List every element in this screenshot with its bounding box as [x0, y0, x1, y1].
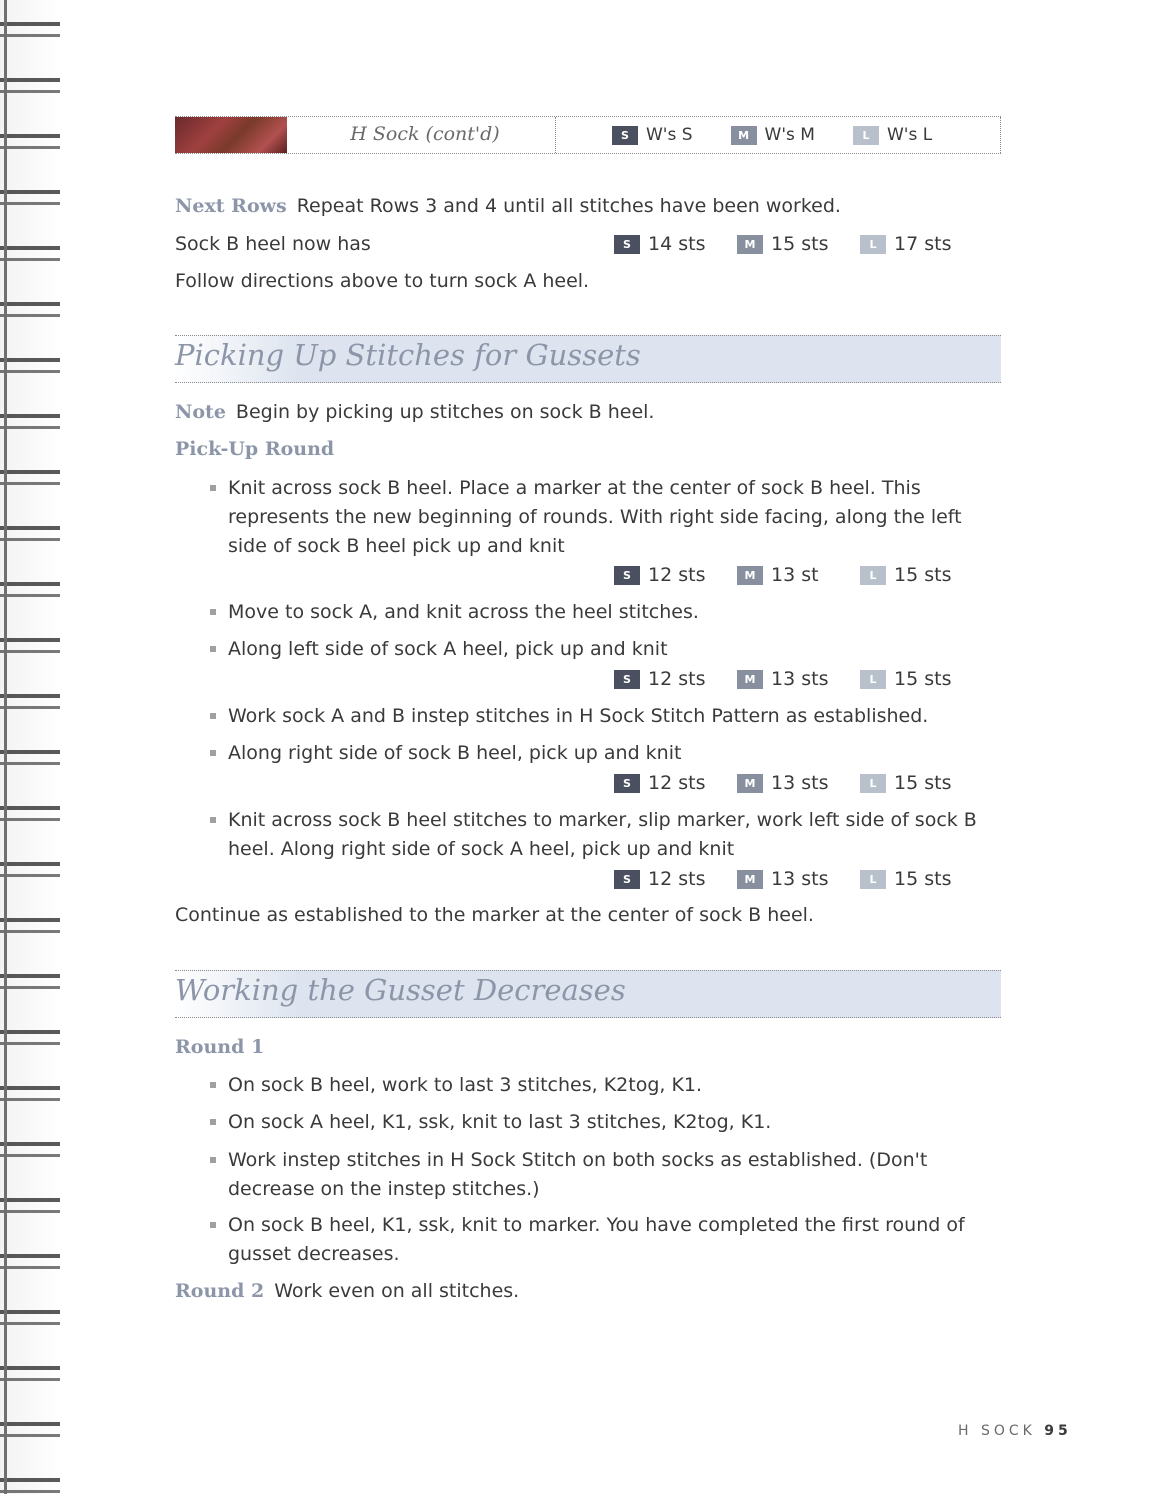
page-footer [958, 1423, 1072, 1439]
count-m [737, 233, 860, 255]
size-label-s: W's S [646, 125, 693, 145]
round1-label: Round 1 [175, 1036, 265, 1058]
round2-line [175, 1280, 519, 1302]
heel-count-text: Sock B heel now has [175, 233, 371, 255]
list-item-text: On sock B heel, work to last 3 stitches, K2tog, K1. [228, 1074, 703, 1096]
list-item-text: Along left side of sock A heel, pick up and knit [228, 638, 668, 660]
page-number: 95 [1044, 1423, 1072, 1439]
badge-l: L [860, 670, 886, 689]
count-l [860, 233, 983, 255]
list-item-text: On sock A heel, K1, ssk, knit to last 3 stitches, K2tog, K1. [228, 1111, 772, 1133]
size-label-l: W's L [886, 125, 933, 145]
count-s [614, 564, 737, 586]
list-item [210, 1146, 1000, 1204]
bullet-icon [210, 1119, 216, 1125]
count-s [614, 668, 737, 690]
list-item [210, 1211, 1000, 1269]
continue-text: Continue as established to the marker at the center of sock B heel. [175, 904, 814, 926]
count-s [614, 233, 737, 255]
list-item [210, 1071, 1000, 1100]
list-item-text: Along right side of sock B heel, pick up and knit [228, 742, 682, 764]
size-large [853, 125, 932, 145]
list-item-text: Knit across sock B heel. Place a marker at the center of sock B heel. This represents the new beginning of rounds. With right side facing, along the left side of sock B heel pick up and knit [228, 477, 962, 557]
list-item [210, 702, 1000, 731]
count-s [614, 868, 737, 890]
count-m [737, 772, 860, 794]
badge-s: S [614, 774, 640, 793]
header-end-border [1000, 117, 1001, 153]
count-value: 15 sts [894, 564, 952, 586]
list-item [210, 1108, 1000, 1137]
badge-m: M [737, 670, 763, 689]
badge-m: M [737, 870, 763, 889]
header-title: H Sock (cont'd) [350, 123, 500, 145]
section-title-decreases: Working the Gusset Decreases [175, 973, 626, 1007]
bullet-icon [210, 646, 216, 652]
count-value: 15 sts [894, 868, 952, 890]
count-value: 14 sts [648, 233, 706, 255]
size-badge-s: S [612, 126, 638, 145]
stitch-counts [614, 868, 983, 890]
section-title-gussets: Picking Up Stitches for Gussets [175, 338, 641, 372]
badge-s: S [614, 566, 640, 585]
badge-m: M [737, 235, 763, 254]
bullet-icon [210, 485, 216, 491]
bullet-icon [210, 609, 216, 615]
round2-label: Round 2 [175, 1280, 265, 1302]
count-m [737, 668, 860, 690]
count-l [860, 868, 983, 890]
follow-text: Follow directions above to turn sock A heel. [175, 270, 590, 292]
count-l [860, 668, 983, 690]
list-item-text: Knit across sock B heel stitches to marker, slip marker, work left side of sock B heel. Along right side of sock A heel, pick up and knit [228, 809, 977, 860]
size-medium [731, 125, 815, 145]
bullet-icon [210, 1082, 216, 1088]
badge-s: S [614, 235, 640, 254]
count-m [737, 868, 860, 890]
count-value: 15 sts [894, 772, 952, 794]
spiral-binding [0, 0, 60, 1494]
header-photo [175, 117, 287, 153]
badge-m: M [737, 774, 763, 793]
list-item [210, 635, 1000, 664]
list-item-text: Work sock A and B instep stitches in H Sock Stitch Pattern as established. [228, 705, 929, 727]
bullet-icon [210, 750, 216, 756]
size-small [612, 125, 693, 145]
note-line [175, 401, 654, 423]
count-value: 13 sts [771, 772, 829, 794]
badge-l: L [860, 870, 886, 889]
list-item-text: Move to sock A, and knit across the heel stitches. [228, 601, 699, 623]
count-l [860, 772, 983, 794]
count-m [737, 564, 860, 586]
list-item-text: Work instep stitches in H Sock Stitch on both socks as established. (Don't decrease on the instep stitches.) [228, 1149, 928, 1200]
size-badge-l: L [853, 126, 879, 145]
list-item [210, 474, 1000, 561]
bullet-icon [210, 713, 216, 719]
bullet-icon [210, 1222, 216, 1228]
count-l [860, 564, 983, 586]
count-value: 17 sts [894, 233, 952, 255]
header-divider [555, 117, 556, 153]
list-item [210, 739, 1000, 768]
heel-counts [614, 233, 983, 255]
count-value: 15 sts [894, 668, 952, 690]
count-value: 13 st [771, 564, 819, 586]
list-item-text: On sock B heel, K1, ssk, knit to marker. You have completed the first round of gusset decreases. [228, 1214, 965, 1265]
count-value: 12 sts [648, 868, 706, 890]
bullet-icon [210, 1157, 216, 1163]
round2-text: Work even on all stitches. [274, 1280, 520, 1302]
list-item [210, 598, 1000, 627]
next-rows-label: Next Rows [175, 195, 287, 217]
count-value: 12 sts [648, 668, 706, 690]
note-label: Note [175, 401, 226, 423]
size-badge-m: M [731, 126, 757, 145]
count-value: 12 sts [648, 564, 706, 586]
stitch-counts [614, 668, 983, 690]
section-bar-gussets [175, 335, 1001, 383]
badge-s: S [614, 670, 640, 689]
badge-m: M [737, 566, 763, 585]
count-value: 13 sts [771, 868, 829, 890]
running-head: H SOCK [958, 1423, 1036, 1439]
stitch-counts [614, 564, 983, 586]
header-bar [175, 116, 1001, 154]
bullet-icon [210, 817, 216, 823]
next-rows-line [175, 195, 841, 217]
count-value: 13 sts [771, 668, 829, 690]
section-bar-decreases [175, 970, 1001, 1018]
next-rows-text: Repeat Rows 3 and 4 until all stitches have been worked. [296, 195, 841, 217]
pickup-round-label: Pick-Up Round [175, 438, 335, 460]
size-label-m: W's M [764, 125, 815, 145]
note-text: Begin by picking up stitches on sock B heel. [235, 401, 655, 423]
list-item [210, 806, 1000, 864]
size-legend [612, 125, 932, 145]
badge-l: L [860, 235, 886, 254]
count-value: 12 sts [648, 772, 706, 794]
stitch-counts [614, 772, 983, 794]
badge-s: S [614, 870, 640, 889]
count-value: 15 sts [771, 233, 829, 255]
badge-l: L [860, 774, 886, 793]
count-s [614, 772, 737, 794]
badge-l: L [860, 566, 886, 585]
